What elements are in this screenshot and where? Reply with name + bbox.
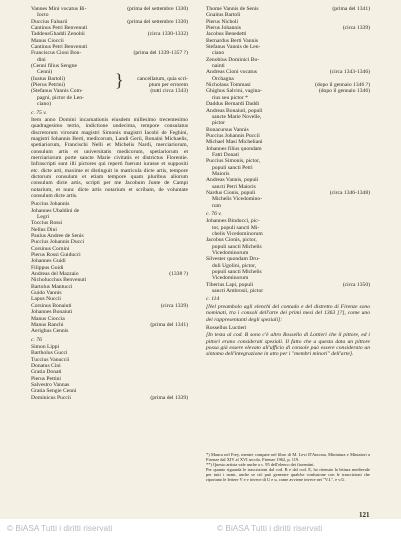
painter-name: Bartolus Mantucci: [31, 283, 73, 290]
footnote: *) Manca nel Frey, mentre compare nel libro di M. Levi D'Ancona, Miniatura e Miniatori a Firenze dal XIV al XVI secolo, Firenze 1962, p. 119.: [206, 452, 370, 463]
painter-name: Toccius Rossi: [31, 220, 63, 227]
painter-name: Puccius Johannis Puccii: [206, 132, 260, 139]
footnotes: [206, 452, 370, 483]
painter-name: Nardus Cionis, populi: [206, 189, 256, 196]
painter-name: Gratia Donati: [31, 369, 62, 376]
painter-name: sancti Petri Maioris: [212, 183, 256, 190]
painter-name: Michael Masi Micheliani: [206, 139, 263, 146]
painter-name: ciano): [37, 101, 51, 108]
section-heading: c. 76: [31, 336, 42, 343]
painter-name: Puccius Johannis Ducci: [31, 239, 85, 246]
painter-name: Puccius Simonis, pictor,: [206, 158, 261, 165]
date-note: (circa 1339): [160, 302, 188, 309]
painter-name: Maioris: [212, 170, 230, 177]
date-note: (prima del 1341): [150, 321, 188, 328]
painter-name: Rossellus Luctieri: [206, 324, 247, 331]
painter-name: Jacobus Benedetti: [206, 31, 247, 38]
painter-name: Pierus Rossi Guiducci: [31, 252, 81, 259]
painter-name: Nicholucchus Benvenuti: [31, 277, 87, 284]
painter-name: Corsinus Cornini: [31, 245, 70, 252]
list-item: [206, 325, 370, 331]
painter-name: ciano: [212, 50, 225, 57]
date-note: (dopo il gennaio 1346 ?): [315, 82, 370, 89]
painter-list-top: [31, 6, 188, 108]
date-note: (prima del settembre 1330): [127, 6, 188, 12]
painter-name: Duccius Falsarii: [31, 18, 68, 25]
painter-name: Johannes filius quondam: [206, 145, 262, 152]
section-heading: c. 75 v.: [31, 109, 47, 116]
painter-name: populi sancti Michelis: [212, 243, 262, 250]
painter-name: Simon Lippi: [31, 343, 60, 350]
painter-name: Paulus Andree de Senis: [31, 233, 84, 240]
painter-name: Iocto: [37, 12, 49, 19]
painter-name: Salvestro Vannas: [31, 381, 70, 388]
painter-name: Manus Cioccii: [31, 37, 64, 44]
date-note: (circa 1339): [342, 25, 370, 32]
painter-name: Johannes Guidi: [31, 258, 66, 265]
date-note: (circa 1346-1348): [329, 189, 370, 196]
brace-mark: }: [115, 70, 124, 90]
painter-name: populi sancti Petri: [212, 164, 253, 171]
painter-name: Zenobius Dominici Bo-: [206, 56, 260, 63]
painter-name: (Pierus Petrini): [31, 82, 66, 89]
painter-name: dini: [37, 56, 46, 63]
painter-name: Fatti Donati: [212, 151, 239, 158]
painter-name: duli Ugolini, pictor,: [212, 262, 257, 269]
date-note: cancellatum, quia scri-: [137, 75, 188, 82]
painter-name: pagni, pictor de Len-: [37, 94, 84, 101]
painter-name: sancte Marie Novelle,: [212, 113, 262, 120]
footnote: **) Questo artista vale anche a c. 95 dell'elenco dei fiorentini.: [206, 462, 315, 468]
painter-name: Nicholaus Tommasi: [206, 82, 251, 89]
painter-name: Vannes Mini vocatus Bi-: [31, 6, 87, 12]
copyright-left: © BiASA Tutti i diritti riservati: [7, 523, 113, 533]
latin-preamble: Item anno Domini incarnationis eiusdem millesimo trecentesimo quadragesimo tertio, indictione undecima, tempore consulatus discretorum virorum magistri Simonis magistri Iacobi de Feghini, magistri Iohannis Berti, medicorum, Landi Gerii, Bonaini Michaelis, spetiariorum, Francischi Nelli et Michelis Nardi, merciariorum, consulum artis et universitatis medicorum, spetiariorum et merciariorum porte sancte Marie civitatis et districtus Florentie. Infrascripti sunt illi pictores qui reperti fuerunt iurasse et suppositi etc. dicte arti, maxime et distinguit in matricula dicte artis, tempore dictorum consulum et etiam tempore quam pluribus aliorum consulum dicte artis, scripti per me Jacobum Junte de Campi notarium, et nunc dicte artis notarium et scribam, de voluntate consulum dicte artis.: [31, 116, 188, 199]
date-note: (prima del 1341): [332, 6, 370, 12]
date-note: (prima del settembre 1330): [127, 18, 188, 25]
painter-name: Gnaitus Bartoli: [206, 12, 241, 19]
painter-name: Gratia Sengie Cenni: [31, 388, 77, 395]
date-note: (circa 1343-1346): [329, 69, 370, 76]
painter-name: Orchagna: [212, 75, 234, 82]
painter-name: Jacobus Cionis, pictor,: [206, 237, 257, 244]
italian-note: [Nel preambolo agli elenchi del contado e del distretto di Firenze sono nominati, tra i consoli dell'arte dei primi mesi del 1363 [?], come uno dei rappresentanti degli speziali]:: [206, 303, 370, 323]
painter-name: tor, populi sancti Mi-: [212, 224, 260, 231]
section-heading: c. 114: [206, 296, 220, 303]
painter-list-bottom: [31, 344, 188, 401]
date-note: (circa 1350): [342, 281, 370, 288]
painter-name: sancti Ambrosii, pictor: [212, 288, 264, 295]
painter-name: Aerighus Cennis: [31, 328, 69, 335]
painter-name: Nellus Dini: [31, 226, 57, 233]
painter-name: Andreas Cioni vocatus: [206, 69, 257, 76]
italian-commentary: [In testa al cod. B sono c'è altro Rossello di Lottieri che il pittore, ed i pittori erano considerati speziali. Il fatto che a questa data un pittore possa già essere elevato all'ufficio di console può essere considerato un sintomo dell'integrazione in atto per i "membri minori" dell'arte].: [206, 332, 370, 358]
right-column: [206, 6, 370, 360]
painter-name: Pierus Johannis: [206, 25, 241, 32]
painter-name: rius seu pictor *: [212, 94, 248, 101]
painter-name: Andreas del Mazzaio: [31, 271, 79, 278]
painter-list-mid: [206, 218, 370, 294]
painter-name: Johannes Binducci, pic-: [206, 218, 260, 225]
painter-name: Andreas Bonaiuti, populi: [206, 107, 263, 114]
painter-name: TaddeusGhaddi Zenobii: [31, 31, 85, 38]
painter-name: Daddus Bernardi Daddi: [206, 101, 260, 108]
painter-name: Legri: [37, 214, 50, 220]
left-column: [31, 6, 188, 401]
date-note: (tutti circa 1343): [150, 88, 188, 95]
painter-name: (Iustus Bartoli): [31, 75, 66, 82]
painter-name: Lapus Nuccii: [31, 296, 61, 303]
painter-name: Stefanus Vannis de Len-: [206, 44, 261, 51]
painter-name: Manus Cioccia: [31, 315, 65, 322]
painter-name: Ghighus Salvini, vagina-: [206, 88, 262, 95]
footnote: Per quanto riguarda le trascrizioni dal cod. B e dal cod. E, ho ritenuto la lettura medievale per tutti i nomi, anche se ciò può generare qualche confusione con le trascrizioni che riportano le lettere V e v invece di U e u, come avviene invece nei "V.I.", e v.U.: [206, 467, 370, 483]
list-item: [206, 288, 370, 294]
painter-name: Donatus Cini: [31, 362, 61, 369]
painter-name: Guido Vannis: [31, 290, 62, 297]
painter-name: rum: [212, 202, 222, 209]
painter-name: Silvester quondam Dru-: [206, 256, 260, 263]
painter-name: populi sancti Michelis: [212, 269, 262, 276]
painter-name: Thome Vannis de Senis: [206, 6, 259, 12]
watermark-footer: [0, 519, 401, 536]
painter-name: Cantinus Petri Benvenuti: [31, 25, 88, 32]
date-note: (1338 ?): [169, 271, 188, 278]
date-note: (prima del 1339-1357 ?): [133, 50, 188, 57]
painter-name: Michelis Vicedomino-: [212, 196, 263, 203]
list-item: [31, 101, 188, 107]
painter-name: Dominicus Puccii: [31, 394, 71, 401]
painter-name: Vicedominorum: [212, 250, 249, 257]
list-item: [206, 203, 370, 209]
painter-name: Bartholus Gucci: [31, 350, 68, 357]
painter-name: Franciscus Cioni Bon-: [31, 50, 82, 57]
date-note: (prima del 1339): [150, 394, 188, 401]
painter-name: Johannes Ubaldini de: [31, 207, 80, 214]
painter-name: Andreas Vannis, populi: [206, 177, 259, 184]
painter-name: Manus Ranchi: [31, 321, 64, 328]
painter-name: Vicedominorum: [212, 275, 249, 282]
painter-name: (Cenni filius Sengne: [31, 63, 77, 70]
painter-name: Filippus Guidi: [31, 264, 64, 271]
painter-name: chelis Vicedominorum: [212, 231, 263, 238]
painter-name: Bonacursus Vannis: [206, 126, 249, 133]
painter-name: Pierus Pettini: [31, 375, 61, 382]
date-note: (circa 1330-1332): [147, 31, 188, 38]
section-heading: c. 76 v.: [206, 211, 222, 217]
date-note: (dopo il gennaio 1346): [318, 88, 370, 95]
page-number: 121: [359, 511, 370, 519]
painter-name: Bernardus Berti Vannis: [206, 37, 259, 44]
painter-name: (Stefanus Vannis Com-: [31, 88, 83, 95]
painter-list-mid: [31, 201, 188, 334]
painter-name: Johannes Bonaiuti: [31, 309, 73, 316]
painter-name: Pierus Nicholi: [206, 18, 239, 25]
painter-name: pictor: [212, 120, 226, 127]
painter-name: Corsinus Bonaiuti: [31, 302, 72, 309]
painter-name: Tiberius Lapi, populi: [206, 281, 254, 288]
painter-name: Cenni): [37, 69, 53, 76]
date-note: ptum per errorem: [148, 82, 188, 89]
painter-name: Puccius Johannis: [31, 201, 70, 208]
list-item: [31, 328, 188, 334]
painter-name: Tuccius Vanuccii: [31, 356, 70, 363]
list-item: [31, 395, 188, 401]
painter-list-top: [206, 6, 370, 209]
painter-name: nainti: [212, 63, 225, 70]
copyright-right: © BiASA Tutti i diritti riservati: [217, 523, 323, 533]
painter-name: Cantinus Petri Benvenuti: [31, 44, 88, 51]
